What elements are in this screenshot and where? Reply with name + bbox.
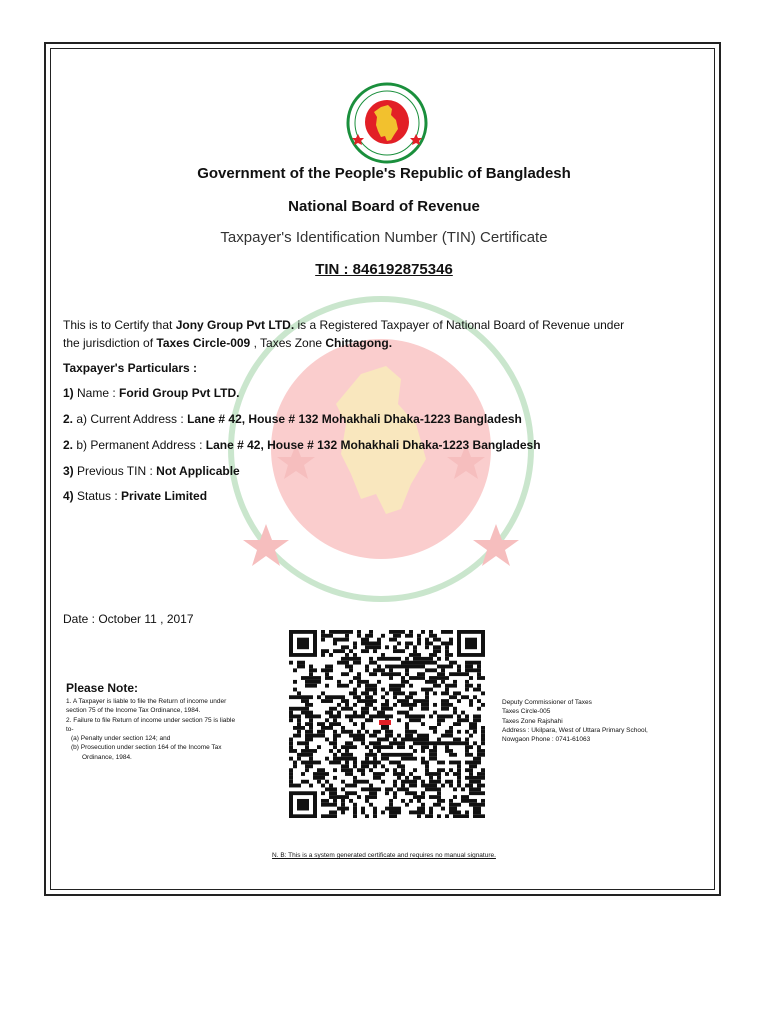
note-title: Please Note: (66, 681, 139, 695)
particular-status: 4) Status : Private Limited (63, 489, 208, 503)
note-list: 1. A Taxpayer is liable to file the Return of income under section 75 of the Income Tax Ordinance, 1984. 2. Failure to file Return of income under section 75 is liable to- (a) Penalty under section 124; and (b) Prosecution under section 164 of the Income Tax Ordinance, 1984. (66, 698, 236, 761)
particular-name: 1) Name : Forid Group Pvt LTD. (63, 386, 240, 400)
particular-permanent-address: 2. b) Permanent Address : Lane # 42, House # 132 Mohakhali Dhaka-1223 Bangladesh (63, 438, 541, 452)
company-name: Jony Group Pvt LTD. (175, 318, 295, 332)
particular-previous-tin: 3) Previous TIN : Not Applicable (63, 464, 240, 478)
government-title: Government of the People's Republic of Bangladesh (197, 165, 571, 182)
certification-statement: This is to Certify that Jony Group Pvt LTD. is a Registered Taxpayer of National Board of Revenue under the jurisdiction of Taxes Circle-009 , Taxes Zone Chittagong. (63, 318, 625, 350)
tin-number: TIN : 846192875346 (315, 261, 453, 278)
tax-circle: Taxes Circle-009 (156, 336, 251, 350)
tax-zone: Chittagong. (325, 336, 393, 350)
particulars-title: Taxpayer's Particulars : (63, 361, 198, 375)
qr-code (289, 630, 485, 818)
bangladesh-seal-icon (346, 82, 428, 164)
officer-details: Deputy Commissioner of Taxes Taxes Circle-005 Taxes Zone Rajshahi Address : Ukilpara, West of Uttara Primary School, Nowgaon Phone : 0741-61063 (502, 699, 648, 744)
certificate-title: Taxpayer's Identification Number (TIN) Certificate (220, 229, 548, 246)
particular-current-address: 2. a) Current Address : Lane # 42, House # 132 Mohakhali Dhaka-1223 Bangladesh (63, 412, 522, 426)
board-title: National Board of Revenue (288, 198, 480, 215)
system-generated-note: N. B: This is a system generated certificate and requires no manual signature. (272, 852, 496, 859)
issue-date: Date : October 11 , 2017 (63, 612, 194, 626)
